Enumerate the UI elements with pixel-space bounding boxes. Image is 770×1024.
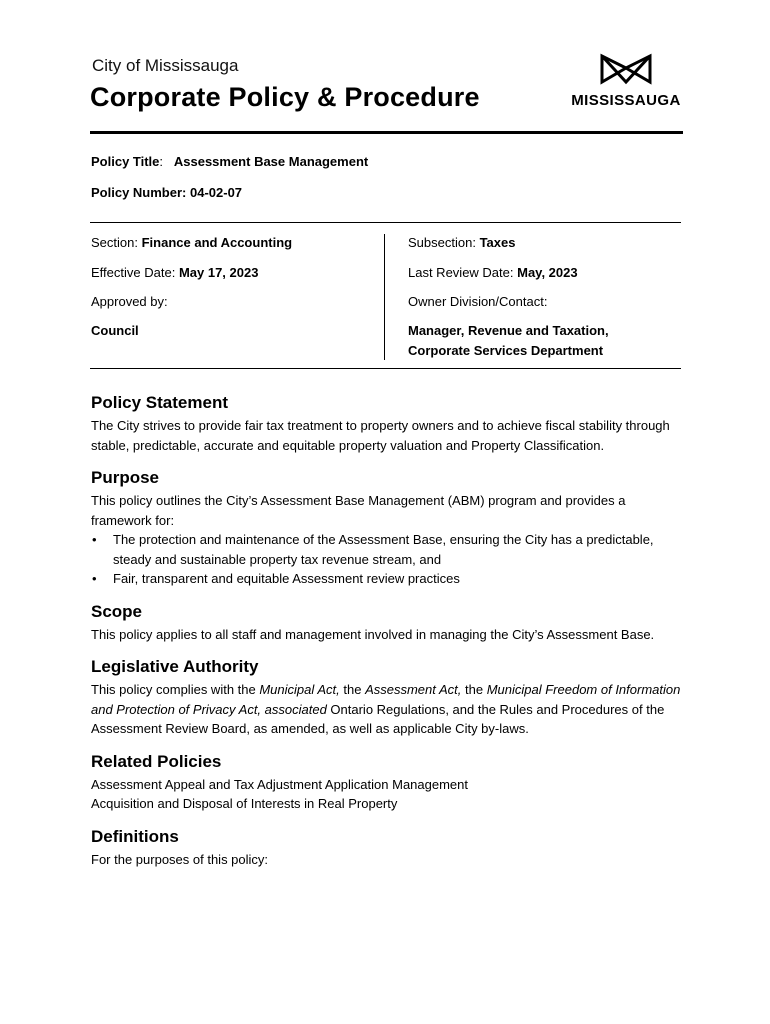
owner-label: Owner Division/Contact: [408, 294, 544, 309]
mississauga-logo: [568, 52, 684, 114]
scope-heading: Scope: [91, 601, 143, 621]
purpose-text: This policy outlines the City’s Assessment Base Management (ABM) program and provides a framework for:: [91, 493, 626, 528]
review-date-cell: [408, 263, 578, 283]
scope-text: This policy applies to all staff and management involved in managing the City’s Assessment Base.: [91, 626, 655, 642]
section-cell: Section: Finance and Accounting: [91, 235, 293, 250]
info-table-top-rule: [90, 222, 681, 223]
legislative-act-name: Municipal Act,: [259, 682, 340, 697]
owner-value-line-1: Manager, Revenue and Taxation,: [408, 323, 609, 338]
header-rule: [90, 131, 683, 134]
subsection-cell: Subsection: Taxes: [408, 235, 516, 250]
legislative-act-name: Assessment Act,: [365, 682, 462, 697]
legislative-text-part: the: [461, 682, 487, 697]
section-value: Finance and Accounting: [141, 235, 293, 250]
subsection-value: Taxes: [479, 235, 516, 250]
definitions-section: [91, 826, 683, 870]
header-city: City of Mississauga: [92, 56, 239, 75]
policy-statement-section: [91, 392, 683, 455]
review-date-label: Last Review Date:: [408, 265, 514, 280]
policy-number-value: 04-02-07: [189, 185, 243, 200]
legislative-text-part: This policy complies with the: [91, 682, 260, 697]
section-label: Section: [91, 235, 135, 250]
subsection-label: Subsection: [408, 235, 473, 250]
related-policy-item: Assessment Appeal and Tax Adjustment Application Management: [91, 776, 468, 792]
policy-statement-heading: Policy Statement: [91, 393, 228, 412]
effective-date-value: May 17, 2023: [178, 265, 259, 280]
owner-cell: Owner Division/Contact:: [408, 294, 548, 309]
related-policies-heading: Related Policies: [91, 751, 222, 771]
info-table-bottom-rule: [90, 368, 681, 369]
policy-content: [91, 392, 683, 881]
policy-title-label: Policy Title: [91, 154, 160, 169]
scope-section: [91, 601, 683, 645]
policy-statement-text: The City strives to provide fair tax treatment to property owners and to achieve fiscal stability through stable, predictable, accurate and equitable property valuation and Property Classification.: [91, 418, 670, 453]
purpose-bullet-list: [91, 530, 683, 589]
purpose-bullet: • The protection and maintenance of the Assessment Base, ensuring the City has a predictable, steady and sustainable property tax revenue stream, and: [91, 530, 683, 569]
policy-title-line: Policy Title: Assessment Base Management: [91, 154, 369, 169]
legislative-text-part: Ontario Regulations, and the Rules and Procedures of the Assessment Review Board, as amended, as well as applicable City by-laws.: [91, 701, 665, 736]
review-date-value: May, 2023: [517, 265, 578, 280]
mississauga-butterfly-icon: [598, 52, 654, 86]
legislative-text: [91, 680, 683, 739]
policy-number-line: [91, 185, 242, 200]
policy-title-value: Assessment Base Management: [173, 154, 369, 169]
legislative-section: [91, 656, 683, 739]
purpose-heading: Purpose: [91, 468, 160, 487]
owner-value-line-2: Corporate Services Department: [408, 343, 604, 358]
info-table-divider: [384, 234, 385, 360]
purpose-section: [91, 467, 683, 589]
definitions-text: For the purposes of this policy:: [91, 851, 269, 867]
approved-by-label: Approved by:: [91, 294, 168, 309]
related-policies-section: [91, 751, 683, 814]
owner-value: [408, 321, 609, 361]
definitions-heading: Definitions: [91, 826, 179, 846]
legislative-heading: Legislative Authority: [91, 657, 259, 676]
logo-text: MISSISSAUGA: [571, 92, 681, 109]
legislative-text-part: the: [339, 682, 366, 697]
approved-by-value: Council: [91, 323, 139, 338]
policy-number-label: Policy Number:: [91, 185, 187, 200]
legislative-act-name: Municipal Freedom of Information and Protection of Privacy Act, associated: [91, 682, 681, 717]
effective-date-cell: [91, 263, 258, 283]
purpose-bullet: • Fair, transparent and equitable Assessment review practices: [91, 569, 683, 589]
related-policy-item: Acquisition and Disposal of Interests in Real Property: [91, 796, 398, 811]
effective-date-label: Effective Date:: [91, 265, 176, 280]
header-title: Corporate Policy & Procedure: [90, 82, 480, 112]
